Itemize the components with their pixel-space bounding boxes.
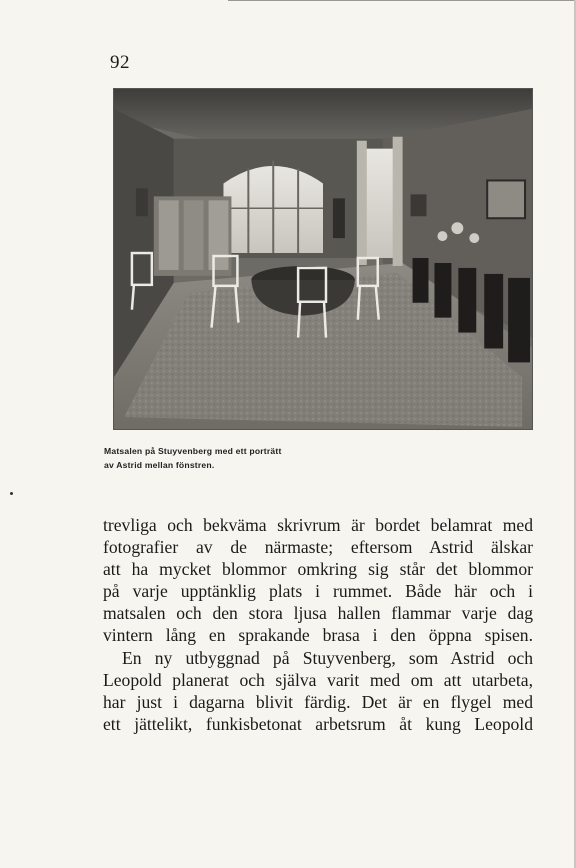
caption-line: av Astrid mellan fönstren.: [104, 460, 215, 470]
body-line: har just i dagarna blivit färdig. Det är en flygel med: [103, 691, 533, 712]
body-line: vintern lång en sprakande brasa i den öppna spisen.: [103, 625, 533, 646]
body-text: [103, 514, 533, 735]
body-line: fotografier av de närmaste; eftersom Astrid älskar: [103, 537, 533, 558]
photo-caption: [104, 444, 282, 472]
dining-room-photograph: [113, 88, 533, 430]
top-edge-rule: [228, 0, 576, 1]
body-line: ett jättelikt, funkisbetonat arbetsrum åt kung Leopold: [103, 713, 533, 734]
body-line: på varje upptänklig plats i rummet. Både här och i: [103, 581, 533, 602]
page-number: 92: [110, 52, 130, 73]
body-line: matsalen och den stora ljusa hallen flammar varje dag: [103, 603, 533, 624]
photograph-illustration: [114, 89, 532, 429]
margin-speck: [10, 492, 13, 495]
body-line: En ny utbyggnad på Stuyvenberg, som Astrid och: [122, 647, 533, 668]
body-line: Leopold planerat och själva varit med om att utarbeta,: [103, 669, 533, 690]
body-line: trevliga och bekväma skrivrum är bordet belamrat med: [103, 515, 533, 535]
caption-line: Matsalen på Stuyvenberg med ett porträtt: [104, 446, 282, 456]
body-line: att ha mycket blommor omkring sig står det blommor: [103, 559, 533, 580]
